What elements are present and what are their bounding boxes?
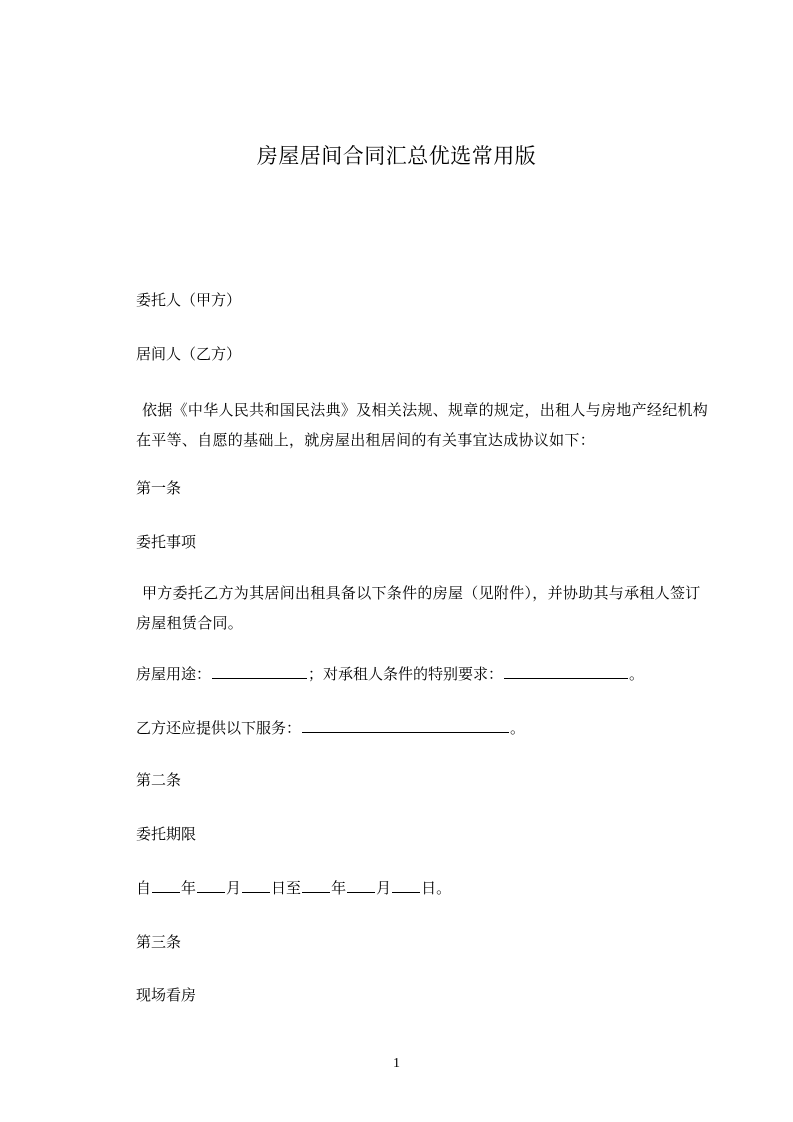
term-month-2: 月 [376,879,392,897]
preamble-text: 依据《中华人民共和国民法典》及相关法规、规章的规定，出租人与房地产经纪机构在平等、自愿的基础上，就房屋出租居间的有关事宜达成协议如下： [136,401,709,449]
usage-end: 。 [629,665,645,683]
start-day-blank [242,882,270,893]
article1-text: 甲方委托乙方为其居间出租具备以下条件的房屋（见附件），并协助其与承租人签订房屋租赁合同。 [136,584,701,632]
start-year-blank [152,882,180,893]
term-day-end: 日。 [421,879,452,897]
usage-line [136,664,644,684]
article1-heading: 第一条 [136,479,182,497]
usage-label: 房屋用途： [136,665,212,683]
services-label: 乙方还应提供以下服务： [136,719,302,737]
term-dates-line [136,878,451,898]
article3-heading: 第三条 [136,933,182,951]
article2-subject: 委托期限 [136,825,197,843]
term-day-to: 日至 [271,879,302,897]
term-year-1: 年 [181,879,197,897]
end-day-blank [392,882,420,893]
usage-blank [212,668,307,679]
term-year-2: 年 [331,879,347,897]
page-number: 1 [393,1056,400,1071]
term-month-1: 月 [226,879,242,897]
services-end: 。 [510,719,526,737]
end-year-blank [302,882,330,893]
preamble-paragraph [136,395,712,455]
document-title: 房屋居间合同汇总优选常用版 [256,144,537,168]
article3-subject: 现场看房 [136,986,197,1004]
intermediary-label: 居间人（乙方） [136,345,242,363]
tenant-requirement-blank [504,668,628,679]
services-blank [302,722,509,733]
article2-heading: 第二条 [136,771,182,789]
principal-label: 委托人（甲方） [136,291,242,309]
article1-subject: 委托事项 [136,533,197,551]
article1-paragraph [136,578,712,638]
start-month-blank [197,882,225,893]
services-line [136,718,525,738]
usage-separator: ；对承租人条件的特别要求： [308,665,504,683]
end-month-blank [347,882,375,893]
term-from: 自 [136,879,152,897]
